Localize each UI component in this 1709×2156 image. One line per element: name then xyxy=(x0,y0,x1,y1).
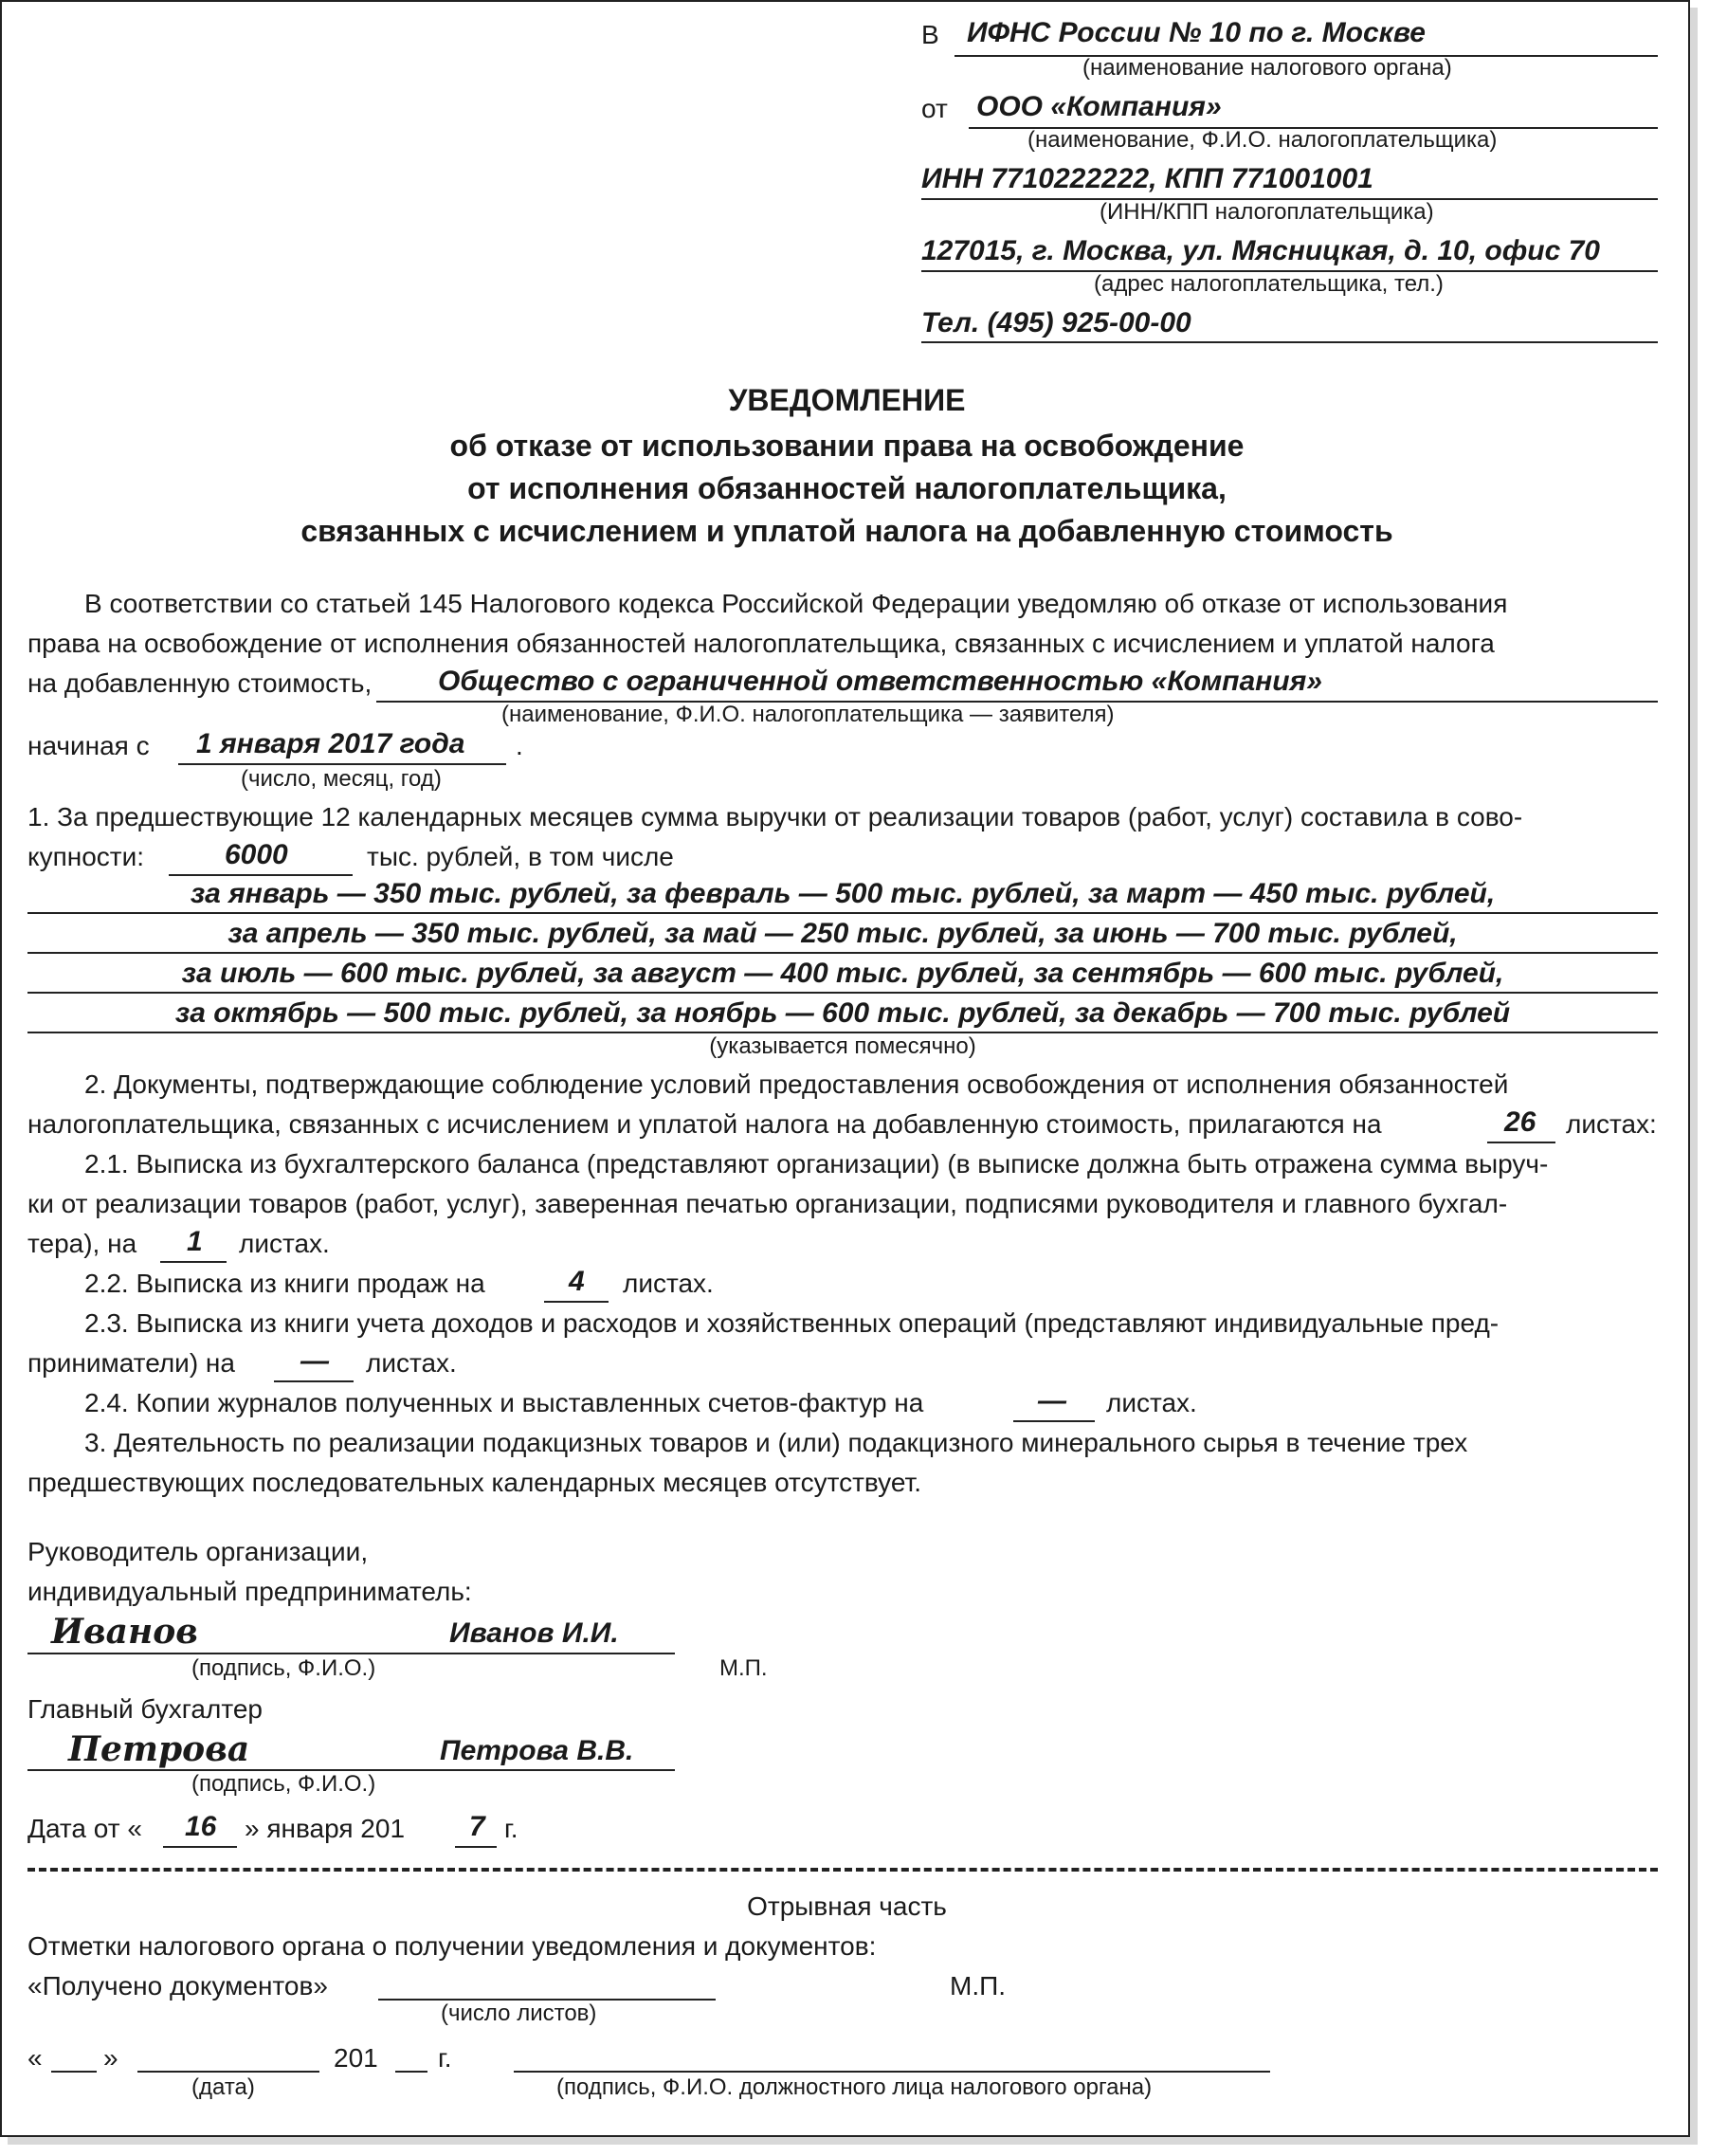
year-suffix: г. xyxy=(438,2043,452,2073)
item3-line-1: 3. Деятельность по реализации подакцизных товаров и (или) подакцизного минерального сырья в течение трех xyxy=(84,1428,1468,1457)
tearoff-stamp-label: М.П. xyxy=(950,1971,1007,2001)
tax-authority-caption: (наименование налогового органа) xyxy=(1082,55,1452,81)
inn-kpp-caption: (ИНН/КПП налогоплательщика) xyxy=(1100,199,1434,225)
accountant-label: Главный бухгалтер xyxy=(27,1694,263,1724)
accountant-signature-caption: (подпись, Ф.И.О.) xyxy=(191,1771,376,1797)
item22-suffix: листах. xyxy=(623,1269,714,1298)
inn-kpp-value: ИНН 7710222222, КПП 771001001 xyxy=(921,163,1373,194)
year-prefix: 201 xyxy=(334,2043,378,2073)
quote-open: « xyxy=(27,2043,43,2073)
head-handwritten-signature: Иванов xyxy=(51,1612,198,1652)
item1-suffix: тыс. рублей, в том числе xyxy=(367,842,674,871)
tear-off-dashed-line xyxy=(27,1868,1658,1872)
tax-authority-value: ИФНС России № 10 по г. Москве xyxy=(967,17,1426,48)
item23-suffix: листах. xyxy=(366,1348,457,1378)
from-prefix: от xyxy=(921,94,948,123)
item3-line-2: предшествующих последовательных календарных месяцев отсутствует. xyxy=(27,1468,921,1497)
to-prefix: В xyxy=(921,20,939,49)
monthly-revenue-line-4: за октябрь — 500 тыс. рублей, за ноябрь — 600 тыс. рублей, за декабрь — 700 тыс. рублей xyxy=(174,997,1511,1029)
address-value: 127015, г. Москва, ул. Мясницкая, д. 10, офис 70 xyxy=(921,235,1600,266)
date-prefix: Дата от « xyxy=(27,1814,142,1843)
document-subtitle-1: об отказе от использовании права на освобождение xyxy=(449,429,1245,463)
date-year-line xyxy=(455,1846,497,1848)
organization-name-value: Общество с ограниченной ответственностью «Компания» xyxy=(438,666,1322,697)
item21-line-3: тера), на xyxy=(27,1229,137,1258)
quote-close: » xyxy=(103,2043,118,2073)
item24-prefix: 2.4. Копии журналов полученных и выставленных счетов-фактур на xyxy=(84,1388,924,1417)
start-end: . xyxy=(516,731,523,760)
monthly-caption: (указывается помесячно) xyxy=(709,1033,976,1059)
tearoff-title: Отрывная часть xyxy=(747,1891,947,1921)
item1-prefix: купности: xyxy=(27,842,145,871)
accountant-handwritten-signature: Петрова xyxy=(68,1729,250,1769)
sales-book-sheets-value: 4 xyxy=(569,1266,585,1297)
head-signature-line xyxy=(27,1653,675,1654)
monthly-line-3 xyxy=(27,992,1658,994)
item21-suffix: листах. xyxy=(239,1229,330,1258)
item2-line-1: 2. Документы, подтверждающие соблюдение условий предоставления освобождения от исполнения обязанностей xyxy=(84,1069,1509,1099)
start-date-caption: (число, месяц, год) xyxy=(241,766,442,792)
date-day-line xyxy=(163,1846,237,1848)
revenue-total-value: 6000 xyxy=(225,839,288,870)
item21-line-2: ки от реализации товаров (работ, услуг), заверенная печатью организации, подписями руководителя и главного бухгал- xyxy=(27,1189,1508,1218)
start-label: начиная с xyxy=(27,731,150,760)
invoice-journal-sheets-value: — xyxy=(1038,1385,1066,1416)
tearoff-marks-label: Отметки налогового органа о получении уведомления и документов: xyxy=(27,1931,877,1961)
document-title: УВЕДОМЛЕНИЕ xyxy=(728,383,966,417)
balance-sheets-value: 1 xyxy=(187,1226,203,1257)
intro-line-3: на добавленную стоимость, xyxy=(27,668,373,698)
item23-line-1: 2.3. Выписка из книги учета доходов и расходов и хозяйственных операций (представляют индивидуальные пред- xyxy=(84,1308,1500,1338)
item22-prefix: 2.2. Выписка из книги продаж на xyxy=(84,1269,485,1298)
month-blank-line xyxy=(137,2071,319,2073)
tearoff-received-label: «Получено документов» xyxy=(27,1971,328,2001)
start-date-line xyxy=(178,763,506,765)
phone-line xyxy=(921,341,1658,343)
income-book-sheets-line xyxy=(274,1380,354,1382)
item24-suffix: листах. xyxy=(1106,1388,1197,1417)
day-blank-line xyxy=(51,2071,97,2073)
date-suffix: г. xyxy=(504,1814,518,1843)
item1-line-1: 1. За предшествующие 12 календарных месяцев сумма выручки от реализации товаров (работ, услуг) составила в сово- xyxy=(27,802,1523,831)
invoice-journal-sheets-line xyxy=(1013,1420,1095,1422)
income-book-sheets-value: — xyxy=(300,1345,329,1377)
accountant-name-value: Петрова В.В. xyxy=(440,1735,634,1766)
item23-prefix: приниматели) на xyxy=(27,1348,235,1378)
year-blank-line xyxy=(395,2071,427,2073)
documents-sheets-value: 26 xyxy=(1504,1106,1536,1138)
item2-line-2: налогоплательщика, связанных с исчислением и уплатой налога на добавленную стоимость, прилагаются на xyxy=(27,1109,1382,1139)
head-label-2: индивидуальный предприниматель: xyxy=(27,1577,472,1606)
date-caption: (дата) xyxy=(191,2074,255,2100)
head-signature-caption: (подпись, Ф.И.О.) xyxy=(191,1655,376,1681)
balance-sheets-line xyxy=(160,1261,227,1263)
documents-sheets-line xyxy=(1487,1142,1555,1143)
stamp-label: М.П. xyxy=(719,1655,768,1681)
head-label-1: Руководитель организации, xyxy=(27,1537,369,1566)
date-year-value: 7 xyxy=(469,1811,485,1842)
address-caption: (адрес налогоплательщика, тел.) xyxy=(1094,271,1444,297)
date-day-value: 16 xyxy=(185,1811,217,1842)
sheets-caption: (число листов) xyxy=(441,2001,597,2026)
document-subtitle-2: от исполнения обязанностей налогоплательщика, xyxy=(467,471,1227,505)
head-name-value: Иванов И.И. xyxy=(449,1617,619,1649)
sales-book-sheets-line xyxy=(544,1301,609,1303)
taxpayer-value: ООО «Компания» xyxy=(976,91,1222,122)
monthly-revenue-line-3: за июль — 600 тыс. рублей, за август — 400 тыс. рублей, за сентябрь — 600 тыс. рублей, xyxy=(181,958,1504,989)
intro-line-2: права на освобождение от исполнения обязанностей налогоплательщика, связанных с исчислением и уплатой налога xyxy=(27,629,1495,658)
monthly-revenue-line-2: за апрель — 350 тыс. рублей, за май — 250 тыс. рублей, за июнь — 700 тыс. рублей, xyxy=(227,918,1458,949)
monthly-line-1 xyxy=(27,912,1658,914)
item21-line-1: 2.1. Выписка из бухгалтерского баланса (представляют организации) (в выписке должна быть отражена сумма выруч- xyxy=(84,1149,1549,1178)
start-date-value: 1 января 2017 года xyxy=(196,728,465,759)
organization-name-caption: (наименование, Ф.И.О. налогоплательщика — заявителя) xyxy=(501,702,1115,727)
date-middle: » января 201 xyxy=(245,1814,406,1843)
intro-line-1: В соответствии со статьей 145 Налогового кодекса Российской Федерации уведомляю об отказе от использования xyxy=(84,589,1508,618)
revenue-total-line xyxy=(169,874,353,876)
monthly-revenue-line-1: за январь — 350 тыс. рублей, за февраль — 500 тыс. рублей, за март — 450 тыс. рублей, xyxy=(190,878,1496,909)
document-subtitle-3: связанных с исчислением и уплатой налога на добавленную стоимость xyxy=(300,514,1393,548)
phone-value: Тел. (495) 925-00-00 xyxy=(921,307,1191,338)
monthly-line-2 xyxy=(27,952,1658,954)
official-signature-line xyxy=(514,2071,1270,2073)
official-caption: (подпись, Ф.И.О. должностного лица налогового органа) xyxy=(556,2074,1153,2100)
item2-suffix: листах: xyxy=(1566,1109,1657,1139)
taxpayer-caption: (наименование, Ф.И.О. налогоплательщика) xyxy=(1027,127,1498,153)
